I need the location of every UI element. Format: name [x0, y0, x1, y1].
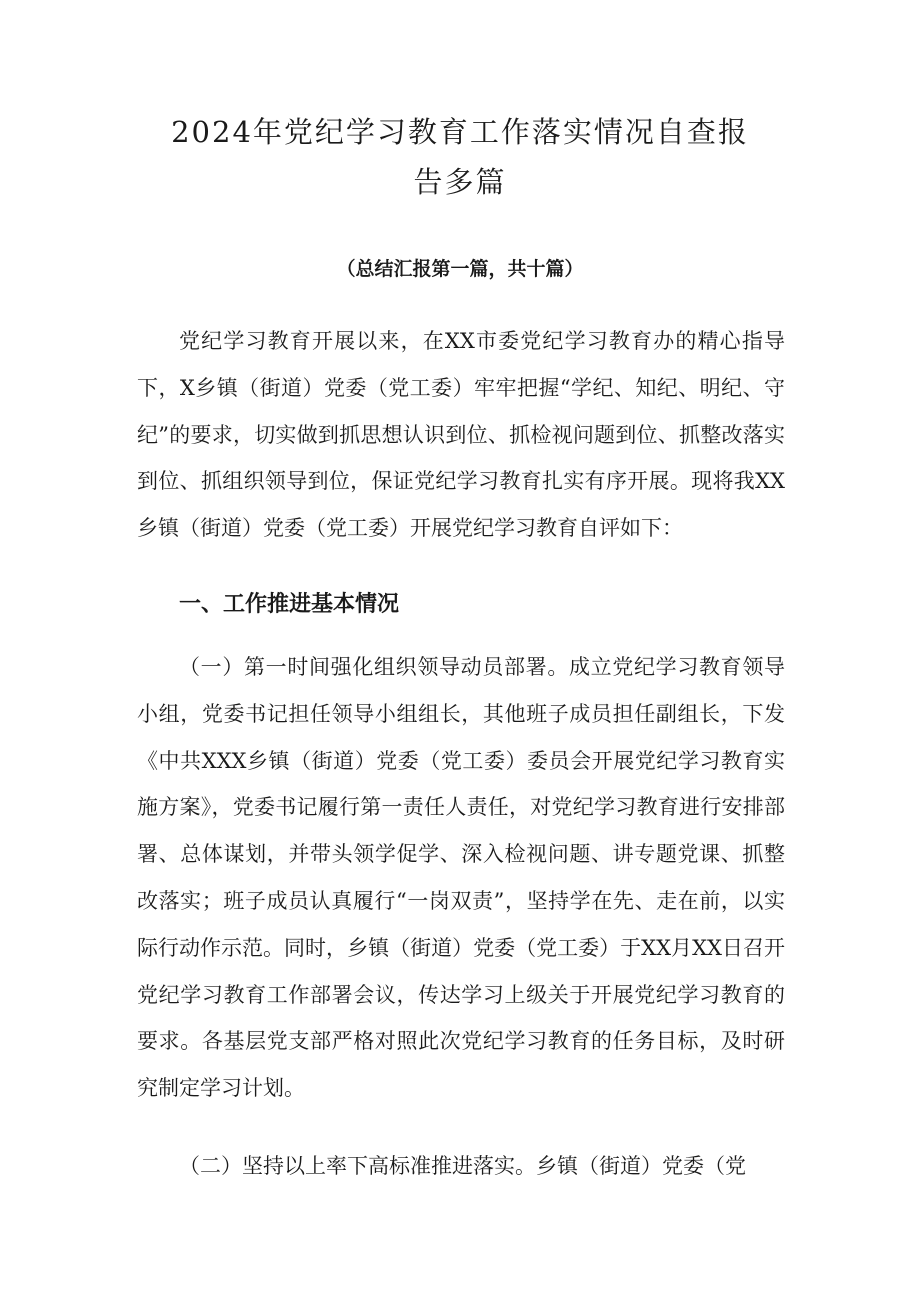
intro-paragraph: 党纪学习教育开展以来，在XX市委党纪学习教育办的精心指导下，X乡镇（街道）党委（党工委）牢牢把握“学纪、知纪、明纪、守纪”的要求，切实做到抓思想认识到位、抓检视问题到位、抓整改落实到位、抓组织领导到位，保证党纪学习教育扎实有序开展。现将我XX乡镇（街道）党委（党工委）开展党纪学习教育自评如下： [137, 329, 785, 541]
section-heading-1: 一、工作推进基本情况 [179, 592, 400, 617]
document-subtitle: （总结汇报第一篇，共十篇） [336, 258, 584, 280]
document-title-line2: 告多篇 [413, 165, 507, 199]
document-title-line1: 2024年党纪学习教育工作落实情况自查报 [171, 115, 749, 149]
paragraph-item-1: （一）第一时间强化组织领导动员部署。成立党纪学习教育领导小组，党委书记担任领导小组组长，其他班子成员担任副组长，下发《中共XXX乡镇（街道）党委（党工委）委员会开展党纪学习教育实施方案》，党委书记履行第一责任人责任，对党纪学习教育进行安排部署、总体谋划，并带头领学促学、深入检视问题、讲专题党课、抓整改落实；班子成员认真履行“一岗双责”，坚持学在先、走在前，以实际行动作示范。同时，乡镇（街道）党委（党工委）于XX月XX日召开党纪学习教育工作部署会议，传达学习上级关于开展党纪学习教育的要求。各基层党支部严格对照此次党纪学习教育的任务目标，及时研究制定学习计划。 [137, 655, 785, 1101]
paragraph-item-2: （二）坚持以上率下高标准推进落实。乡镇（街道）党委（党 [179, 1154, 746, 1178]
